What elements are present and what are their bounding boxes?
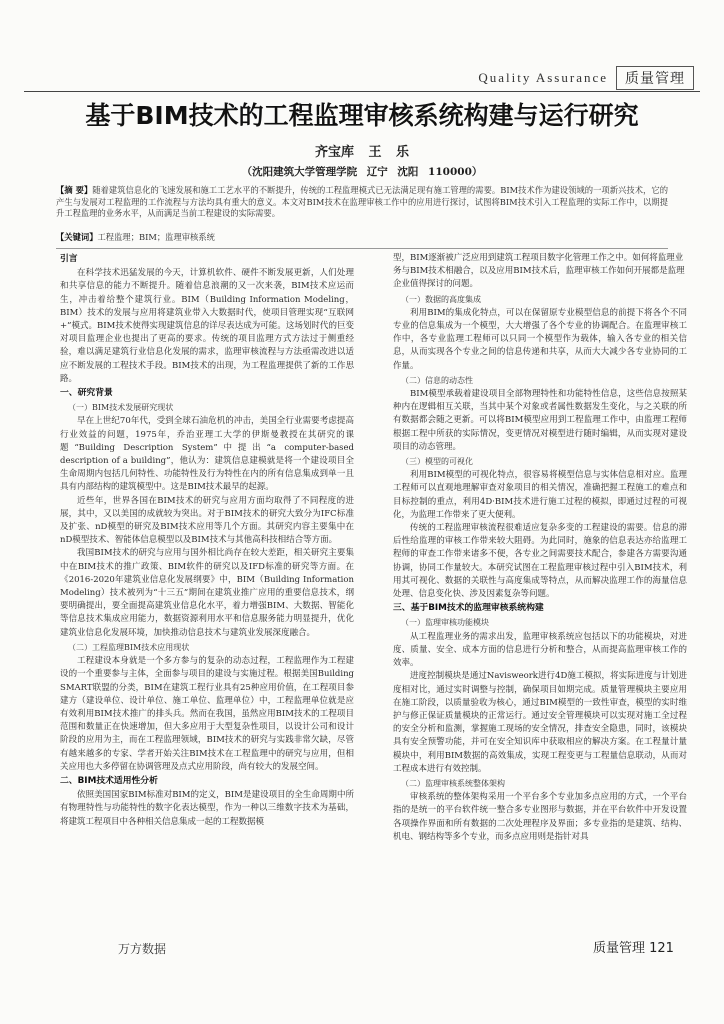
section-heading: 二、BIM技术适用性分析	[60, 775, 158, 786]
paragraph: 型，BIM逐渐被广泛应用到建筑工程项目数字化管理工作之中。如何将监理业务与BIM技术相融合，以及应用BIM技术后，监理审核工作如何开展都是监理企业值得探讨的问题。	[393, 253, 685, 290]
abstract-label: 【摘 要】	[56, 185, 93, 195]
abstract-text: 随着建筑信息化的飞速发展和施工工艺水平的不断提升，传统的工程监理模式已无法满足现有施工管理的需要。BIM技术作为建设领域的一项新兴技术，它的产生与发展对工程监理的工作流程与方法均具有重大的意义。本文对BIM技术在监理审核工作中的应用进行探讨，试图将BIM技术引入工程监理的实际工作中，以期提升工程监理的业务水平，从而满足当前工程建设的实际需要。	[56, 185, 668, 219]
paragraph: 依照美国国家BIM标准对BIM的定义，BIM是建设项目的全生命周期中所有物理特性与功能特性的数字化表达模型，作为一种以三维数字技术为基础，将建筑工程项目中各种相关信息集成一起的工程数据模	[60, 790, 354, 827]
subsection-heading: （二）监理审核系统整体架构	[401, 778, 505, 788]
paragraph: 从工程监理业务的需求出发，监理审核系统应包括以下的功能模块，对进度、质量、安全、成本方面的信息进行分析和整合，从而提高监理审核工作的效率。	[393, 631, 687, 669]
section-heading: 引言	[60, 254, 78, 264]
left-column	[60, 252, 354, 938]
subsection-heading: （一）监理审核功能模块	[401, 618, 489, 628]
section-heading: 一、研究背景	[60, 388, 113, 399]
paragraph: 早在上世纪70年代，受到全球石油危机的冲击，美国全行业需要考虑提高行业效益的问题，1975年，乔治亚理工大学的伊斯曼教授在其研究的课题“Building Description System”中提出“a computer-based description of a building”，他认为：建筑信息建模就是将一个建设项目全生命周期内包括几何特性、功能特性及行为特性在内的所有信息集成到单一且具有内部结构的建筑模型中。这是BIM技术最早的起源。	[60, 416, 354, 493]
paper-title: 基于BIM技术的工程监理审核系统构建与运行研究	[85, 101, 639, 130]
header-rule	[24, 91, 700, 92]
paragraph: 近些年，世界各国在BIM技术的研究与应用方面均取得了不同程度的进展，其中，又以美国的成就较为突出。对于BIM技术的研究大致分为IFC标准及扩张、nD模型的研究及BIM技术应用等几个方面。其研究内容主要集中在nD模型技术、智能体信息模型以及BIM技术与其他高科技相结合等方面。	[60, 495, 354, 546]
header-english: Quality Assurance	[478, 70, 608, 85]
subsection-heading: （二）信息的动态性	[401, 375, 473, 385]
right-column	[393, 252, 687, 938]
paragraph: 我国BIM技术的研究与应用与国外相比尚存在较大差距，相关研究主要集中在BIM技术的推广政策、BIM软件的研究以及IFD标准的研究等方面。在《2016-2020年建筑业信息化发展纲要》中，BIM（Building Information Modeling）技术被列为“十三五”期间在建筑业推广应用的重要信息技术，纲要明确提出，要全面提高建筑业信息化水平，着力增强BIM、大数据、智能化等信息技术集成应用能力，数据资源利用水平和信息服务能力明显提升，优化建筑业信息化发展环境，加快推动信息技术与建筑业发展深度融合。	[60, 548, 354, 638]
abstract-rule	[56, 248, 668, 249]
paragraph: 进度控制模块是通过Navisweork进行4D施工模拟，将实际进度与计划进度相对比，通过实时调整与控制，确保项目如期完成。质量管理模块主要应用在施工阶段，以质量验收为核心，通过BIM模型的一致性审查，模型的实时维护与修正保证质量模块的正常运行。通过安全管理模块可以实现对施工全过程的安全分析和监测，掌握施工现场的安全情况，排查安全隐患，同时，该模块具有安全预警功能，并可在安全知识库中获取相应的解决方案。在工程量计量模块中，利用BIM数据的高效集成，实现工程变更与工程量信息联动，从而对工程成本进行有效控制。	[393, 671, 687, 774]
subsection-heading: （二）工程监理BIM技术应用现状	[68, 642, 190, 652]
footer-page: 质量管理 121	[593, 941, 674, 956]
header-section-box: 质量管理	[616, 66, 694, 90]
footer-source: 万方数据	[118, 942, 167, 956]
subsection-heading: （一）BIM技术发展研究现状	[68, 403, 174, 413]
paragraph: 利用BIM的集成化特点，可以在保留原专业模型信息的前提下将各个不同专业的信息集成为一个模型，大大增强了各个专业的协调配合。在监理审核工作中，各专业监理工程师可以只同一个模型作为载体，输入各专业的相关信息，从而实现各个专业之间的信息传递和共享，从而大大减少各专业协同的工作量。	[393, 307, 687, 371]
paragraph: 审核系统的整体架构采用一个平台多个专业加多点应用的方式，一个平台指的是统一的平台软件统一整合多专业图形与数据，并在平台软件中开发设置各项操作界面和所有数据的二次处理程序及界面；多专业指的是建筑、结构、机电、钢结构等多个专业，而多点应用则是指针对具	[393, 792, 687, 842]
paragraph: BIM模型承载着建设项目全部物理特性和功能特性信息，这些信息按照某种内在逻辑相互关联，当其中某个对象或者属性数据发生变化，与之关联的所有数据都会随之更新。可以将BIM模型应用到工程监理工作中，由监理工程师根据工程中所获的实际情况，变更情况对模型进行随时编辑，从而实现对建设项目的动态管理。	[393, 389, 687, 452]
keywords-text: 工程监理；BIM；监理审核系统	[97, 232, 215, 242]
running-header	[478, 66, 694, 90]
paragraph: 利用BIM模型的可视化特点，很容易将模型信息与实体信息相对应。监理工程师可以直观地理解审查对象项目的相关情况，准确把握工程施工的难点和目标控制的重点，利用4D·BIM技术进行施工过程的模拟，即通过过程的可视化，为监理工作带来了更大便利。	[393, 470, 687, 520]
affiliation: （沈阳建筑大学管理学院 辽宁 沈阳 110000）	[241, 166, 483, 178]
paragraph: 工程建设本身就是一个多方参与的复杂的动态过程，工程监理作为工程建设的一个重要参与主体，全面参与项目的建设与实施过程。根据美国Building SMART联盟的分类，BIM在建筑工程行业具有25种应用价值，在工程项目参建方（建设单位、设计单位、施工单位、监理单位）中，工程监理单位就是应有效利用BIM技术推广的排头兵。然而在我国，虽然应用BIM技术的工程项目范围和数量正在快速增加，但大多应用于大型复杂性项目，以设计公司和设计阶段的应用为主，而在工程监理领域，BIM技术的研究与实践非常欠缺，尽管有越来越多的专家、学者开始关注BIM技术在工程监理中的研究与应用，但相关应用也大多停留在协调管理及点式应用阶段，尚有较大的发展空间。	[60, 656, 354, 772]
paragraph: 传统的工程监理审核流程很难适应复杂多变的工程建设的需要。信息的滞后性给监理的审核工作带来较大阻碍。为此同时，施象的信息表达亦给监理工程师的审查工作带来诸多不便，各专业之间需要技术配合，参建各方需要沟通协调，协同工作量较大。本研究试图在工程监理审核过程中引入BIM技术，利用其可视化、数据的关联性与高度集成等特点，从而解决监理工作的海量信息处理、信息变化快、涉及因素复杂等问题。	[393, 523, 687, 600]
keywords	[56, 232, 668, 244]
section-heading: 三、基于BIM技术的监理审核系统构建	[393, 603, 544, 614]
abstract	[56, 185, 668, 220]
keywords-label: 【关键词】	[56, 232, 98, 242]
authors: 齐宝库 王 乐	[314, 145, 410, 160]
subsection-heading: （三）模型的可视化	[401, 457, 473, 467]
subsection-heading: （一）数据的高度集成	[401, 294, 481, 304]
paragraph: 在科学技术迅猛发展的今天，计算机软件、硬件不断发展更新，人们处理和共享信息的能力不断提升。随着信息浪潮的又一次来袭，BIM技术应运而生，冲击着给整个建筑行业。BIM（Building Information Modeling，BIM）技术的发展与应用将建筑业带入大数据时代，使项目管理实现“互联网+”模式。BIM技术使得实现建筑信息的详尽表达成为可能。这场划时代的巨变对项目监理企业也提出了更高的要求。传统的项目监理方式方法过于侧重经验，难以满足建筑行业信息化发展的需求，监理审核流程与方法亟需改进以适应不断发展的工程技术手段。BIM技术的出现，为工程监理提供了新的工作思路。	[60, 268, 354, 384]
